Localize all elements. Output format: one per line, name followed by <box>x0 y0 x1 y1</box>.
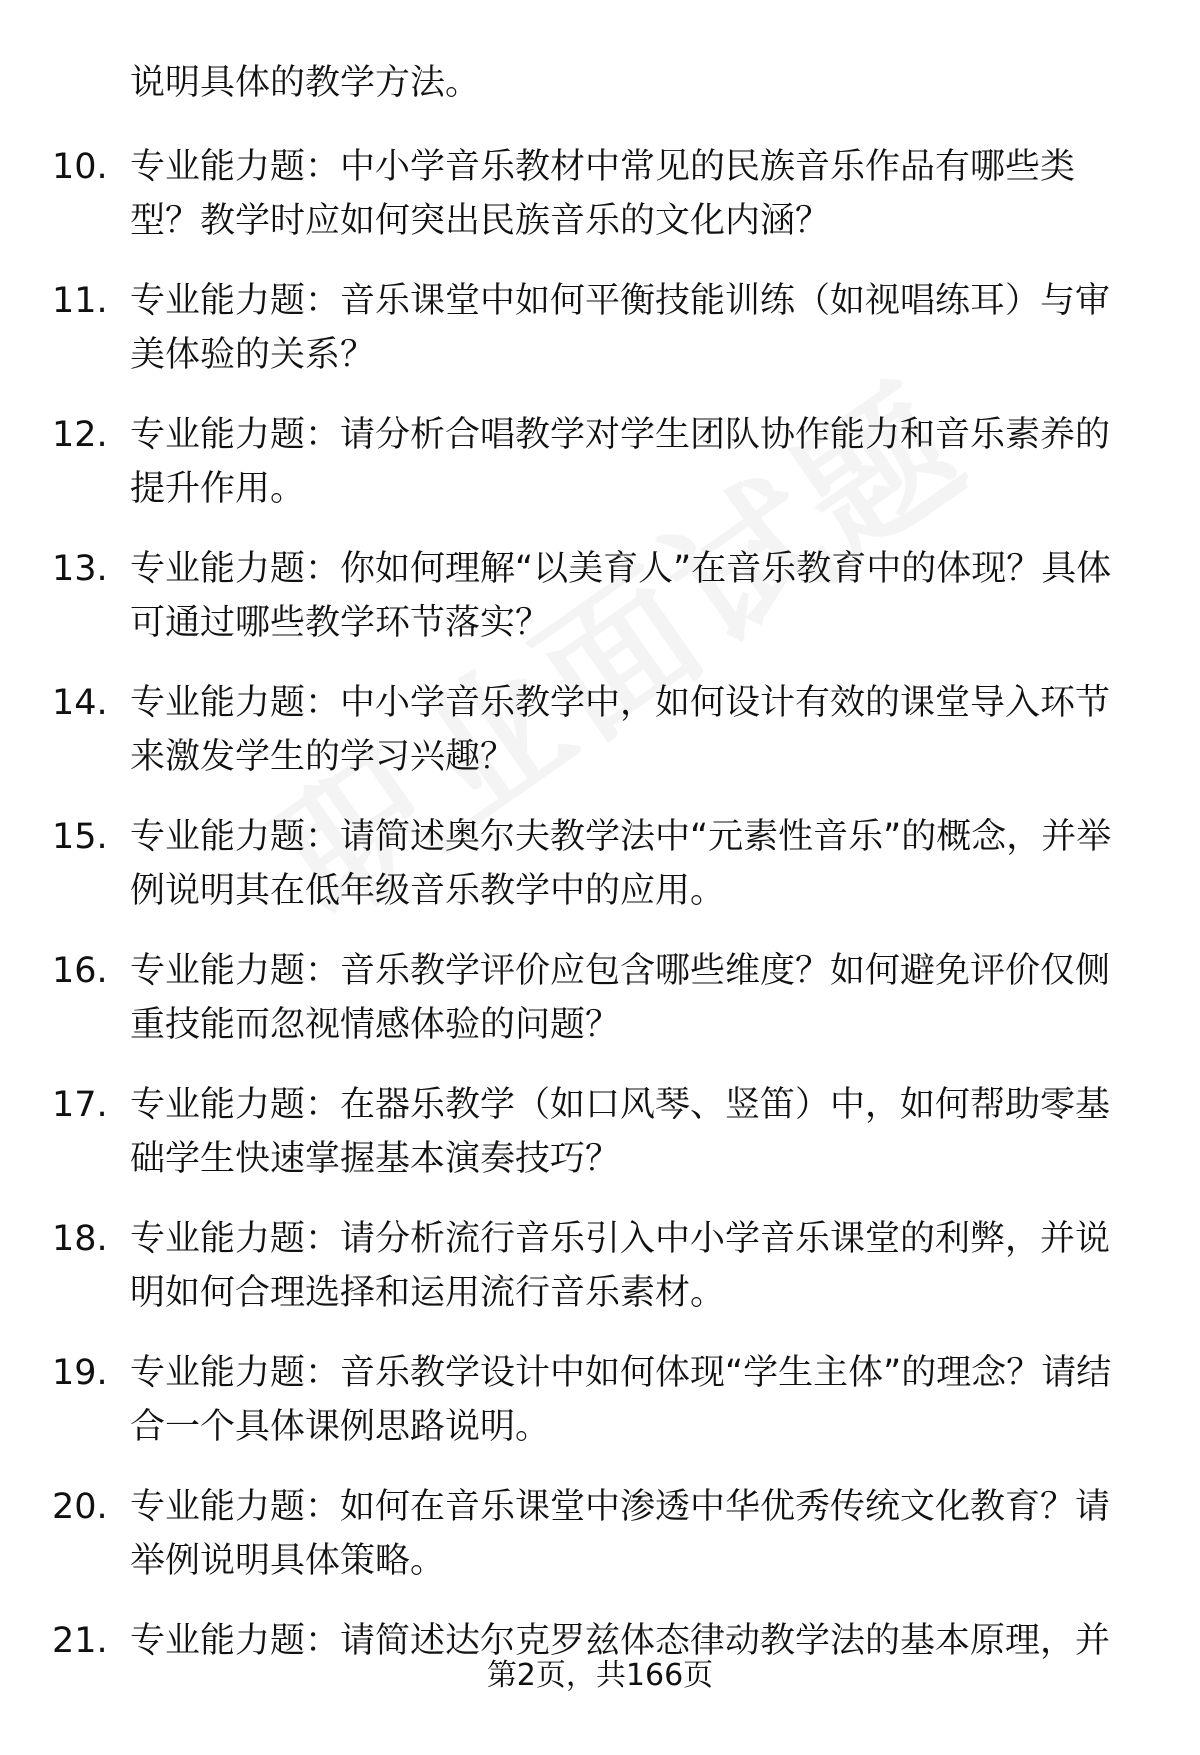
question-text: 专业能力题：如何在音乐课堂中渗透中华优秀传统文化教育？请举例说明具体策略。 <box>130 1487 1111 1581</box>
question-number: 13. <box>52 549 108 589</box>
question-item <box>0 676 1200 810</box>
question-number: 12. <box>52 415 108 455</box>
question-text: 专业能力题：请简述奥尔夫教学法中“元素性音乐”的概念，并举例说明其在低年级音乐教学中的应用。 <box>130 817 1112 911</box>
question-text: 专业能力题：音乐教学设计中如何体现“学生主体”的理念？请结合一个具体课例思路说明。 <box>130 1353 1112 1447</box>
question-number: 19. <box>52 1353 108 1393</box>
question-item <box>0 408 1200 542</box>
question-number: 21. <box>52 1621 108 1661</box>
question-text: 专业能力题：中小学音乐教材中常见的民族音乐作品有哪些类型？教学时应如何突出民族音乐的文化内涵？ <box>130 147 1076 241</box>
question-item <box>0 542 1200 676</box>
question-text: 专业能力题：在器乐教学（如口风琴、竖笛）中，如何帮助零基础学生快速掌握基本演奏技巧？ <box>130 1085 1111 1179</box>
question-number: 15. <box>52 817 108 857</box>
question-item <box>0 1346 1200 1480</box>
question-item <box>0 1212 1200 1346</box>
question-number: 20. <box>52 1487 108 1527</box>
question-item <box>0 944 1200 1078</box>
page-footer: 第2页，共166页 <box>486 1658 714 1693</box>
question-number: 17. <box>52 1085 108 1125</box>
question-number: 11. <box>52 281 108 321</box>
question-item <box>0 1078 1200 1212</box>
question-text: 专业能力题：请简述达尔克罗兹体态律动教学法的基本原理，并 <box>130 1621 1111 1661</box>
question-item <box>0 140 1200 274</box>
question-text: 专业能力题：音乐课堂中如何平衡技能训练（如视唱练耳）与审美体验的关系？ <box>130 281 1111 375</box>
question-text: 专业能力题：音乐教学评价应包含哪些维度？如何避免评价仅侧重技能而忽视情感体验的问题？ <box>130 951 1111 1045</box>
question-item <box>0 1480 1200 1614</box>
question-text: 专业能力题：请分析合唱教学对学生团队协作能力和音乐素养的提升作用。 <box>130 415 1111 509</box>
question-text: 专业能力题：请分析流行音乐引入中小学音乐课堂的利弊，并说明如何合理选择和运用流行音乐素材。 <box>130 1219 1111 1313</box>
question-item <box>0 274 1200 408</box>
question-text: 专业能力题：你如何理解“以美育人”在音乐教育中的体现？具体可通过哪些教学环节落实？ <box>130 549 1112 643</box>
question-number: 18. <box>52 1219 108 1259</box>
continuation-text: 说明具体的教学方法。 <box>130 63 481 103</box>
question-number: 10. <box>52 147 108 187</box>
question-number: 16. <box>52 951 108 991</box>
question-text: 专业能力题：中小学音乐教学中，如何设计有效的课堂导入环节来激发学生的学习兴趣？ <box>130 683 1111 777</box>
question-item <box>0 810 1200 944</box>
question-list <box>0 140 1200 1748</box>
question-number: 14. <box>52 683 108 723</box>
